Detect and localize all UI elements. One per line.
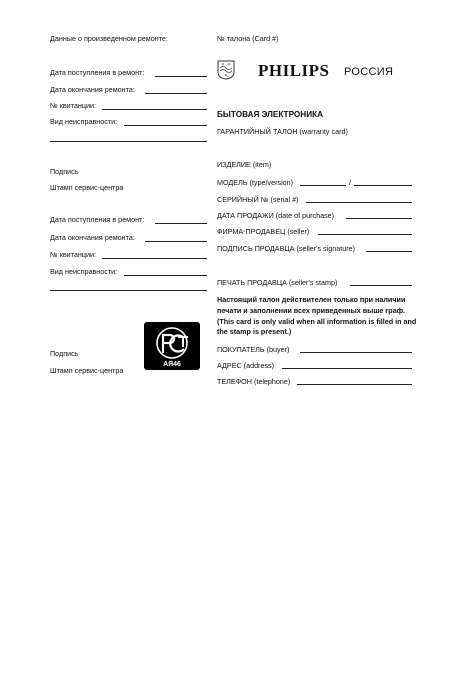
cert-code: АЯ46: [163, 361, 181, 368]
pct-certification-icon: [144, 322, 200, 360]
completed-label-1: Дата окончания ремонта:: [50, 85, 135, 94]
certification-mark: [144, 322, 200, 370]
philips-shield-icon: [217, 60, 235, 80]
seller-signature-label: ПОДПИСЬ ПРОДАВЦА (seller's signature): [217, 244, 355, 253]
validity-note-en: (This card is only valid when all information is filled in and the stamp is present.): [217, 316, 417, 337]
completed-line-1[interactable]: [145, 93, 207, 94]
seller-stamp-label: ПЕЧАТЬ ПРОДАВЦА (seller's stamp): [217, 278, 338, 287]
model-line[interactable]: [300, 185, 346, 186]
buyer-line[interactable]: [300, 352, 412, 353]
serial-label: СЕРИЙНЫЙ № (serial #): [217, 195, 299, 204]
stamp-label-2: Штамп сервис-центра: [50, 366, 124, 375]
defect-label-1: Вид неисправности:: [50, 117, 118, 126]
seller-firm-line[interactable]: [318, 234, 412, 235]
receipt-line-2[interactable]: [102, 258, 207, 259]
received-line-2[interactable]: [155, 223, 207, 224]
validity-note-ru: Настоящий талон действителен только при наличии печати и заполнении всех приведенных выше граф.: [217, 295, 406, 315]
validity-note: [217, 295, 422, 338]
received-line-1[interactable]: [155, 76, 207, 77]
receipt-label-1: № квитанции:: [50, 101, 97, 110]
defect-label-2: Вид неисправности:: [50, 267, 118, 276]
version-line[interactable]: [354, 185, 412, 186]
purchase-date-label: ДАТА ПРОДАЖИ (date of purchase): [217, 211, 335, 220]
serial-line[interactable]: [306, 202, 412, 203]
defect-extra-line-2[interactable]: [50, 290, 207, 291]
defect-line-1[interactable]: [124, 125, 207, 126]
stamp-label-1: Штамп сервис-центра: [50, 183, 124, 192]
seller-stamp-line[interactable]: [350, 285, 412, 286]
signature-label-2: Подпись: [50, 349, 79, 358]
category-title: БЫТОВАЯ ЭЛЕКТРОНИКА: [217, 110, 323, 119]
model-label: МОДЕЛЬ (type/version): [217, 178, 294, 187]
phone-label: ТЕЛЕФОН (telephone): [217, 377, 291, 386]
item-label: ИЗДЕЛИЕ (item): [217, 160, 272, 169]
completed-label-2: Дата окончания ремонта:: [50, 233, 135, 242]
repair-data-header: Данные о произведенном ремонте:: [50, 34, 168, 43]
defect-extra-line-1[interactable]: [50, 141, 207, 142]
defect-line-2[interactable]: [124, 275, 207, 276]
brand-logo: PHILIPS: [258, 61, 330, 80]
receipt-label-2: № квитанции:: [50, 250, 97, 259]
received-label-1: Дата поступления в ремонт:: [50, 68, 145, 77]
purchase-date-line[interactable]: [346, 218, 412, 219]
receipt-line-1[interactable]: [102, 109, 207, 110]
received-label-2: Дата поступления в ремонт:: [50, 215, 145, 224]
card-number-label: № талона (Card #): [217, 34, 279, 43]
seller-firm-label: ФИРМА-ПРОДАВЕЦ (seller): [217, 227, 310, 236]
warranty-title: ГАРАНТИЙНЫЙ ТАЛОН (warranty card): [217, 127, 348, 136]
country-label: РОССИЯ: [344, 66, 394, 78]
buyer-label: ПОКУПАТЕЛЬ (buyer): [217, 345, 290, 354]
signature-label-1: Подпись: [50, 167, 79, 176]
address-line[interactable]: [282, 368, 412, 369]
seller-signature-line[interactable]: [366, 251, 412, 252]
address-label: АДРЕС (address): [217, 361, 275, 370]
completed-line-2[interactable]: [145, 241, 207, 242]
model-separator: /: [349, 178, 351, 187]
phone-line[interactable]: [297, 384, 412, 385]
